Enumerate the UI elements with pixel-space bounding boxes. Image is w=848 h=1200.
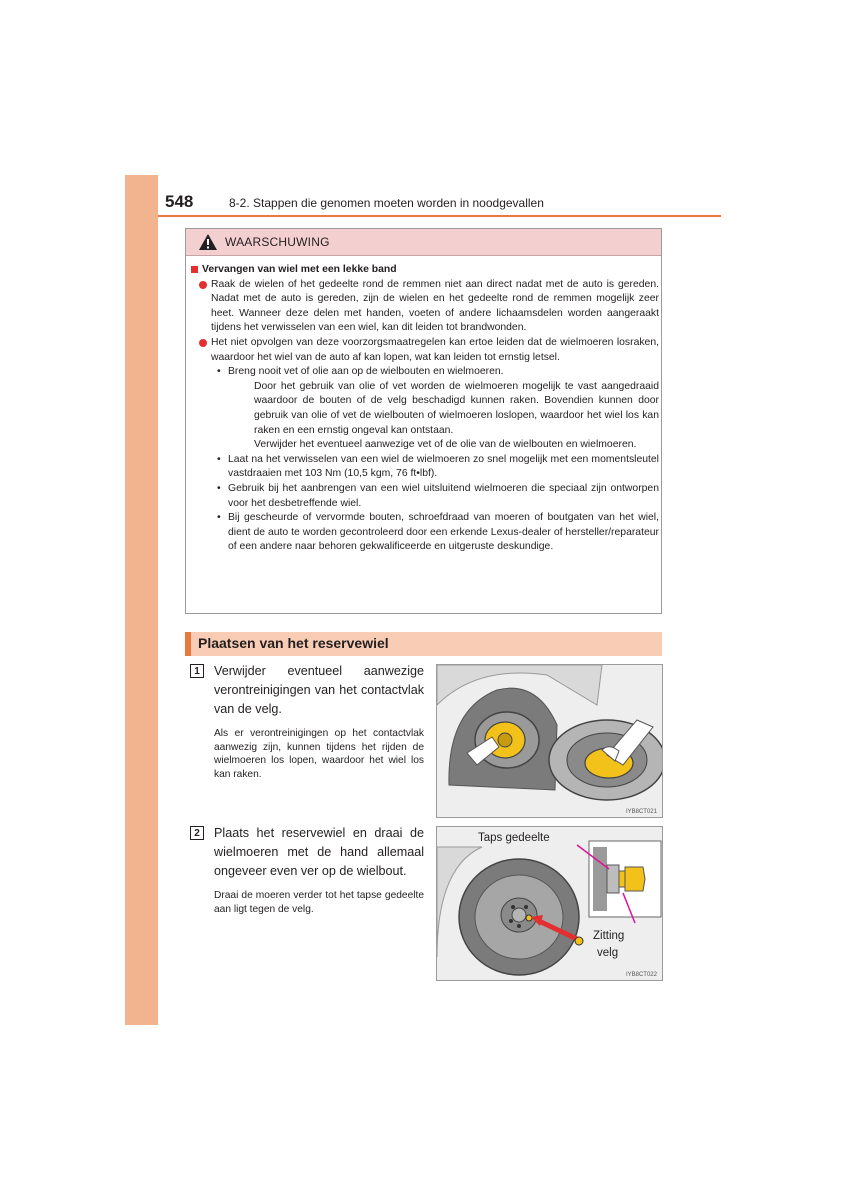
step-number: 2 [190,826,204,840]
sub-item-text: Laat na het verwisselen van een wiel de wielmoeren zo snel mogelijk met een momentsleutel vastdraaien met 103 Nm (10,5 kgm, 76 ft•lbf). [228,453,659,480]
page-number: 548 [165,192,194,211]
warning-heading-text: Vervangen van wiel met een lekke band [202,264,397,275]
figure-clean-hub [436,664,663,818]
step-number: 1 [190,664,204,678]
step-note: Als er verontreinigingen op het contactvlak aanwezig zijn, kunnen tijdens het rijden de wielmoeren los lopen, waardoor het wiel los kan raken. [214,728,424,780]
warning-sub-item [217,453,659,482]
label-seat-line2: velg [597,947,619,959]
step-title: Plaats het reservewiel en draai de wielmoeren met de hand allemaal ongeveer even ver op de wielbout. [214,826,424,878]
figure-code: IYB8CT022 [625,972,657,978]
header-rule [158,215,721,217]
warning-sub-item [217,511,659,555]
sub-item-detail: Verwijder het eventueel aanwezige vet of de olie van de wielbouten en wielmoeren. [254,439,637,451]
square-bullet-icon [191,266,198,273]
sub-bullet-icon: • [217,482,221,494]
warning-header [186,229,661,256]
warning-sub-list [191,365,659,555]
step-row [190,824,424,881]
warning-bullet [191,336,659,365]
warning-sub-item [217,482,659,511]
warning-bullet-text: Raak de wielen of het gedeelte rond de remmen niet aan direct nadat met de auto is gereden. Nadat met de auto is gereden, zijn de wielen en het gedeelte rond de remmen mogelijk zeer heet. Wanneer deze delen met handen, voeten of andere lichaamsdelen worden aangeraakt tijdens het verwisselen van een wiel, kan dit leiden tot brandwonden. [211,278,659,334]
warning-heading [191,263,659,278]
step-1 [190,662,424,781]
sub-item-text: Bij gescheurde of vervormde bouten, schroefdraad van moeren of boutgaten van het wiel, dient de auto te worden gecontroleerd door een erkende Lexus-dealer of hersteller/reparateur of een andere naar behoren gekwalificeerde en uitgeruste deskundige. [228,512,659,553]
warning-bullet-text: Het niet opvolgen van deze voorzorgsmaatregelen kan ertoe leiden dat de wielmoeren losraken, waardoor het wiel van de auto af kan lopen, wat kan leiden tot ernstig letsel. [211,336,659,363]
warning-triangle-icon [198,233,218,251]
figure-mount-wheel [436,826,663,981]
warning-title: WAARSCHUWING [225,235,330,249]
wheel-mount-illustration [437,827,663,981]
warning-bullet [191,278,659,336]
red-dot-bullet-icon [199,281,207,289]
step-note: Draai de moeren verder tot het tapse gedeelte aan ligt tegen de velg. [214,890,424,915]
section-heading: Plaatsen van het reservewiel [185,632,662,656]
step-row [190,662,424,719]
sub-bullet-icon: • [217,453,221,465]
warning-sub-item [217,365,659,380]
red-dot-bullet-icon [199,339,207,347]
sub-bullet-icon: • [217,366,221,378]
sub-bullet-icon: • [217,512,221,524]
sub-item-text: Breng nooit vet of olie aan op de wielbouten en wielmoeren. [228,366,504,378]
warning-body [191,263,659,555]
hub-cleaning-illustration [437,665,663,818]
warning-box [185,228,662,614]
side-thumb-band [125,175,158,1025]
label-taper-section: Taps gedeelte [478,832,550,844]
label-seat-line1: Zitting [593,930,625,942]
figure-code: IYB8CT021 [625,809,657,815]
sub-item-text: Gebruik bij het aanbrengen van een wiel uitsluitend wielmoeren die speciaal zijn ontworpen voor het desbetreffende wiel. [228,482,659,509]
step-2 [190,824,424,916]
chapter-title: 8-2. Stappen die genomen moeten worden in noodgevallen [229,196,544,210]
sub-item-detail: Door het gebruik van olie of vet worden de wielmoeren mogelijk te vast aangedraaid waardoor de bouten of de velg beschadigd kunnen raken. Bovendien kunnen door gebruik van olie of vet de wielbouten of wielmoeren loslopen, waardoor het wiel los kan raken en een ernstig ongeval kan ontstaan. [254,380,659,436]
step-title: Verwijder eventueel aanwezige verontreinigingen van het contactvlak van de velg. [214,664,424,716]
